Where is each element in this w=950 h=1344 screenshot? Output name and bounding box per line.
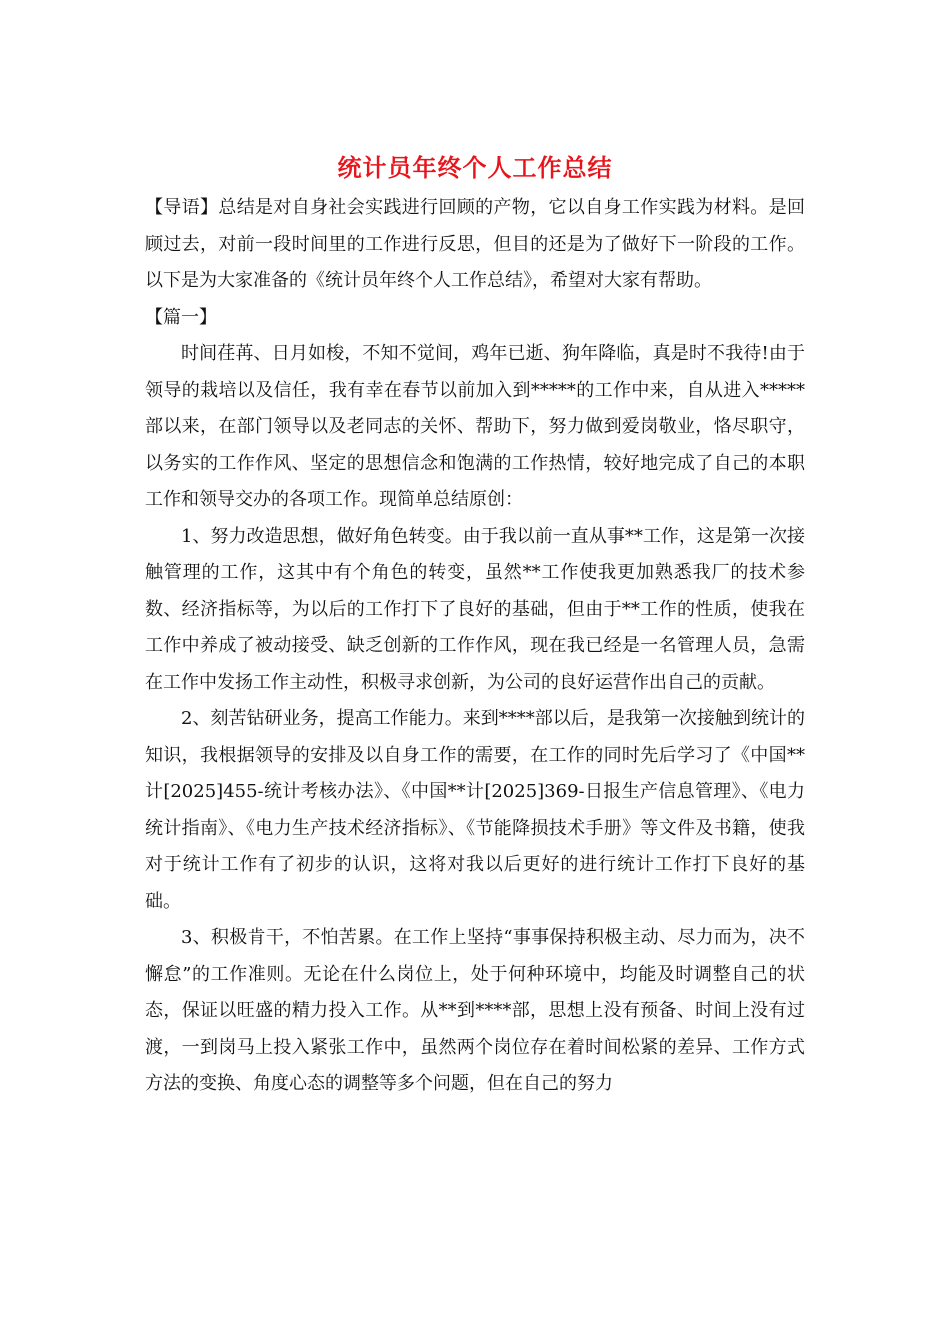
body-paragraph-4: 3、积极肯干，不怕苦累。在工作上坚持“事事保持积极主动、尽力而为，决不懈怠”的工作准则。无论在什么岗位上，处于何种环境中，均能及时调整自己的状态，保证以旺盛的精力投入工作。从**到****部，思想上没有预备、时间上没有过渡，一到岗马上投入紧张工作中，虽然两个岗位存在着时间松紧的差异、工作方式方法的变换、角度心态的调整等多个问题，但在自己的努力 xyxy=(145,927,805,1094)
intro-paragraph: 【导语】总结是对自身社会实践进行回顾的产物，它以自身工作实践为材料。是回顾过去，对前一段时间里的工作进行反思，但目的还是为了做好下一阶段的工作。以下是为大家准备的《统计员年终个人工作总结》，希望对大家有帮助。 xyxy=(145,197,805,291)
body-paragraph-1: 时间荏苒、日月如梭，不知不觉间，鸡年已逝、狗年降临，真是时不我待!由于领导的栽培以及信任，我有幸在春节以前加入到*****的工作中来，自从进入*****部以来，在部门领导以及老同志的关怀、帮助下，努力做到爱岗敬业，恪尽职守，以务实的工作作风、坚定的思想信念和饱满的工作热情，较好地完成了自己的本职工作和领导交办的各项工作。现简单总结原创： xyxy=(145,343,805,510)
document-title: 统计员年终个人工作总结 xyxy=(337,153,613,182)
body-paragraph-2: 1、努力改造思想，做好角色转变。由于我以前一直从事**工作，这是第一次接触管理的工作，这其中有个角色的转变，虽然**工作使我更加熟悉我厂的技术参数、经济指标等，为以后的工作打下了良好的基础，但由于**工作的性质，使我在工作中养成了被动接受、缺乏创新的工作作风，现在我已经是一名管理人员，急需在工作中发扬工作主动性，积极寻求创新，为公司的良好运营作出自己的贡献。 xyxy=(145,525,805,693)
document-page xyxy=(145,148,805,1103)
body-paragraph-3: 2、刻苦钻研业务，提高工作能力。来到****部以后，是我第一次接触到统计的知识，我根据领导的安排及以自身工作的需要，在工作的同时先后学习了《中国**计[2025]455-统计考核办法》、《中国**计[2025]369-日报生产信息管理》、《电力统计指南》、《电力生产技术经济指标》、《节能降损技术手册》等文件及书籍，使我对于统计工作有了初步的认识，这将对我以后更好的进行统计工作打下良好的基础。 xyxy=(145,708,805,912)
section-label: 【篇一】 xyxy=(145,306,217,328)
